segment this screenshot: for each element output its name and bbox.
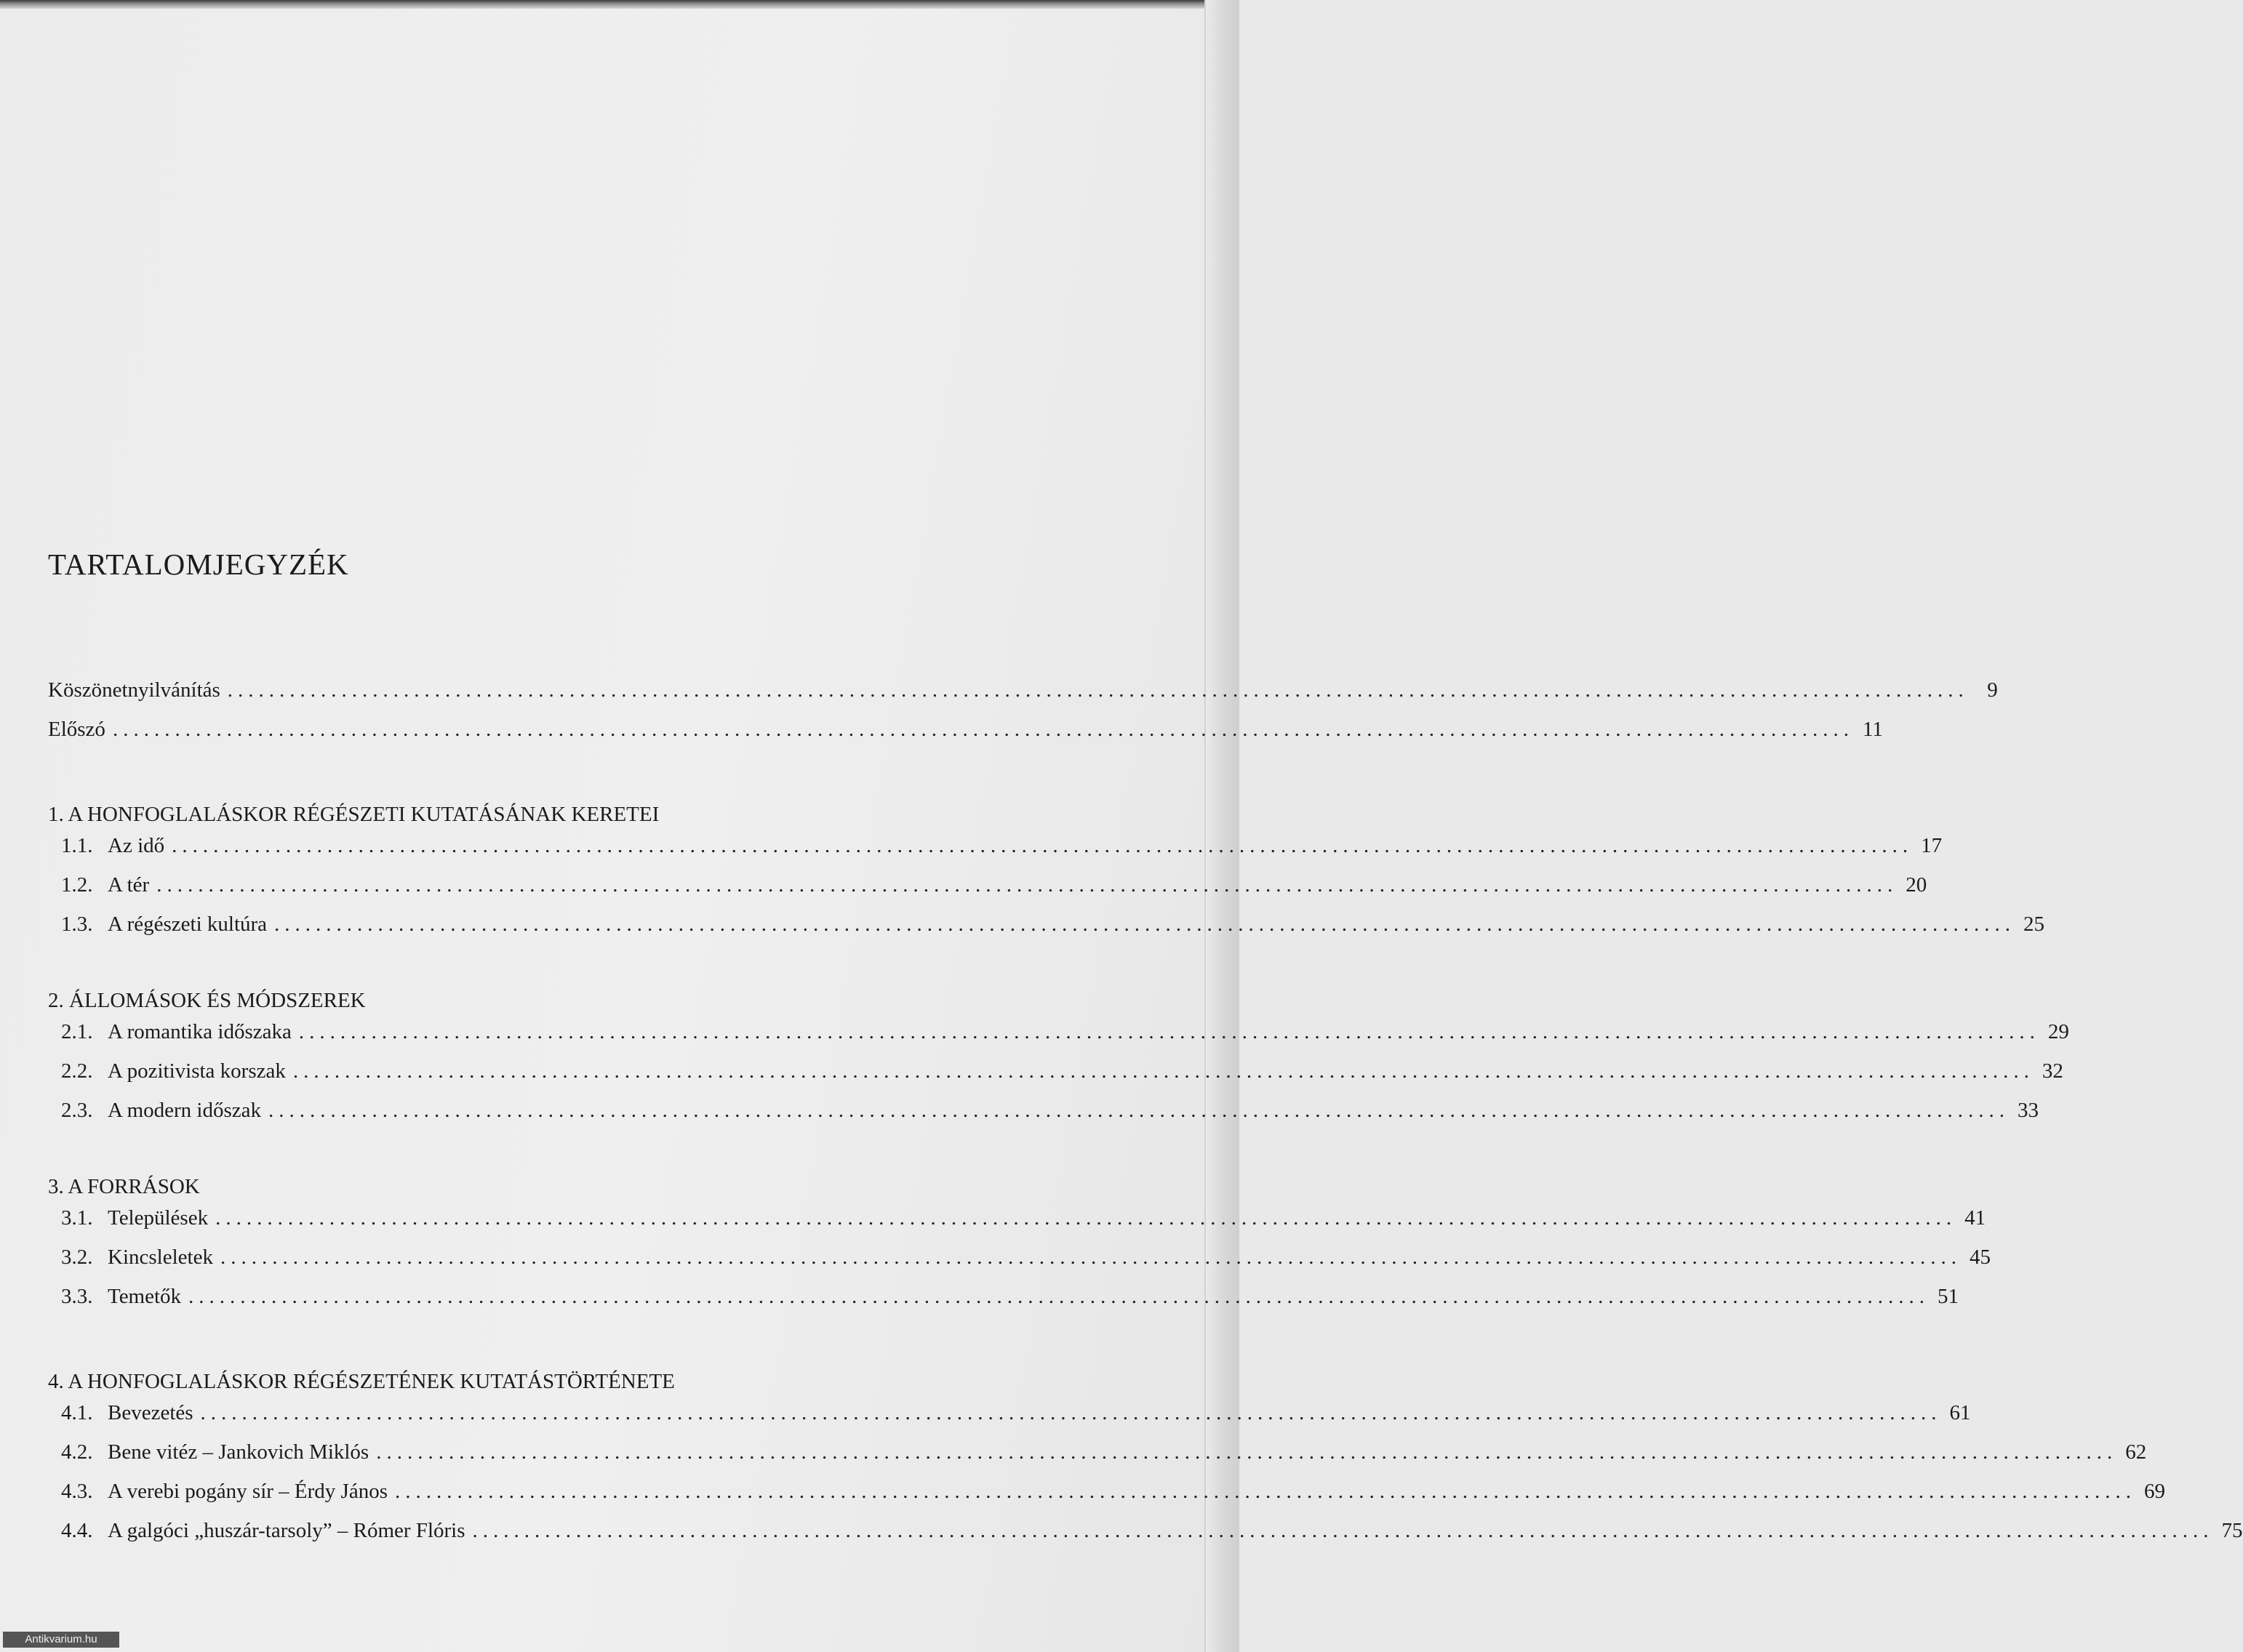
toc-entry xyxy=(48,1401,1971,1440)
entry-label: A verebi pogány sír – Érdy János xyxy=(108,1480,388,1503)
entry-page: 45 xyxy=(1969,1246,1991,1269)
entry-number: 4.3. xyxy=(61,1480,93,1503)
entry-page: 41 xyxy=(1964,1206,1986,1230)
toc-entry xyxy=(48,1480,2165,1519)
chapter-heading: 2. ÁLLOMÁSOK ÉS MÓDSZEREK xyxy=(48,989,366,1012)
dot-leader: ........................................................................................................................................................................ xyxy=(156,873,1898,897)
entry-number: 1.3. xyxy=(61,913,93,936)
entry-number: 1.2. xyxy=(61,873,93,897)
entry-page: 33 xyxy=(2018,1099,2039,1122)
entry-label: Települések xyxy=(108,1206,209,1230)
entry-page: 25 xyxy=(2023,913,2045,936)
toc-entry xyxy=(48,1099,2039,1138)
entry-page: 75 xyxy=(2221,1519,2243,1542)
toc-entry-acknowledgements xyxy=(48,678,1998,718)
dot-leader: ........................................................................................................................................................................ xyxy=(112,718,1854,741)
toc-entry xyxy=(48,1020,2069,1059)
chapter-heading: 1. A HONFOGLALÁSKOR RÉGÉSZETI KUTATÁSÁNAK KERETEI xyxy=(48,803,660,826)
entry-number: 2.2. xyxy=(61,1059,93,1083)
table-of-contents xyxy=(48,678,2243,1558)
entry-page: 62 xyxy=(2125,1440,2147,1464)
dot-leader: ........................................................................................................................................................................ xyxy=(220,1246,1962,1269)
site-watermark: Antikvarium.hu xyxy=(3,1632,119,1648)
entry-label: Bene vitéz – Jankovich Miklós xyxy=(108,1440,369,1464)
page-top-edge xyxy=(0,0,1239,9)
entry-number: 1.1. xyxy=(61,834,93,857)
dot-leader: ........................................................................................................................................................................ xyxy=(292,1059,2034,1083)
dot-leader: ........................................................................................................................................................................ xyxy=(188,1285,1930,1308)
dot-leader: ........................................................................................................................................................................ xyxy=(227,678,1969,702)
entry-label: A galgóci „huszár-tarsoly” – Rómer Flóris xyxy=(108,1519,465,1542)
entry-label: A pozitivista korszak xyxy=(108,1059,286,1083)
dot-leader: ........................................................................................................................................................................ xyxy=(200,1401,1942,1424)
entry-label: A régészeti kultúra xyxy=(108,913,268,936)
dot-leader: ........................................................................................................................................................................ xyxy=(376,1440,2118,1464)
entry-page: 69 xyxy=(2144,1480,2165,1503)
dot-leader: ........................................................................................................................................................................ xyxy=(298,1020,2040,1043)
toc-entry xyxy=(48,1206,1986,1246)
dot-leader: ........................................................................................................................................................................ xyxy=(172,834,1914,857)
toc-entry xyxy=(48,1285,1959,1324)
entry-page: 9 xyxy=(1987,678,1998,702)
dot-leader: ........................................................................................................................................................................ xyxy=(395,1480,2136,1503)
entry-page: 51 xyxy=(1938,1285,1959,1308)
entry-label: A tér xyxy=(108,873,150,897)
entry-label: Az idő xyxy=(108,834,165,857)
entry-number: 4.1. xyxy=(61,1401,93,1424)
toc-entry xyxy=(48,834,1943,873)
page-title: TARTALOMJEGYZÉK xyxy=(48,548,349,581)
entry-page: 11 xyxy=(1863,718,1883,741)
entry-number: 3.3. xyxy=(61,1285,93,1308)
entry-number: 2.1. xyxy=(61,1020,93,1043)
entry-label: Köszönetnyilvánítás xyxy=(48,678,220,702)
entry-label: A romantika időszaka xyxy=(108,1020,292,1043)
entry-number: 2.3. xyxy=(61,1099,93,1122)
chapter-heading: 4. A HONFOGLALÁSKOR RÉGÉSZETÉNEK KUTATÁSTÖRTÉNETE xyxy=(48,1370,675,1393)
entry-label: Kincsleletek xyxy=(108,1246,213,1269)
entry-page: 32 xyxy=(2042,1059,2063,1083)
entry-page: 29 xyxy=(2047,1020,2069,1043)
entry-label: Temetők xyxy=(108,1285,182,1308)
toc-entry-preface xyxy=(48,718,1883,757)
dot-leader: ........................................................................................................................................................................ xyxy=(268,1099,2010,1122)
toc-entry xyxy=(48,1246,1991,1285)
entry-page: 17 xyxy=(1921,834,1943,857)
entry-label: Bevezetés xyxy=(108,1401,193,1424)
toc-entry xyxy=(48,1440,2147,1480)
entry-number: 4.2. xyxy=(61,1440,93,1464)
entry-label: Előszó xyxy=(48,718,105,741)
toc-entry xyxy=(48,913,2045,952)
dot-leader: ........................................................................................................................................................................ xyxy=(472,1519,2214,1542)
toc-entry xyxy=(48,873,1927,913)
toc-entry xyxy=(48,1519,2243,1558)
entry-page: 20 xyxy=(1906,873,1927,897)
entry-page: 61 xyxy=(1949,1401,1971,1424)
bleed-through-text xyxy=(902,131,1207,270)
entry-number: 3.2. xyxy=(61,1246,93,1269)
toc-entry xyxy=(48,1059,2063,1099)
entry-label: A modern időszak xyxy=(108,1099,262,1122)
dot-leader: ........................................................................................................................................................................ xyxy=(274,913,2016,936)
entry-number: 3.1. xyxy=(61,1206,93,1230)
dot-leader: ........................................................................................................................................................................ xyxy=(215,1206,1957,1230)
entry-number: 4.4. xyxy=(61,1519,93,1542)
chapter-heading: 3. A FORRÁSOK xyxy=(48,1175,200,1198)
